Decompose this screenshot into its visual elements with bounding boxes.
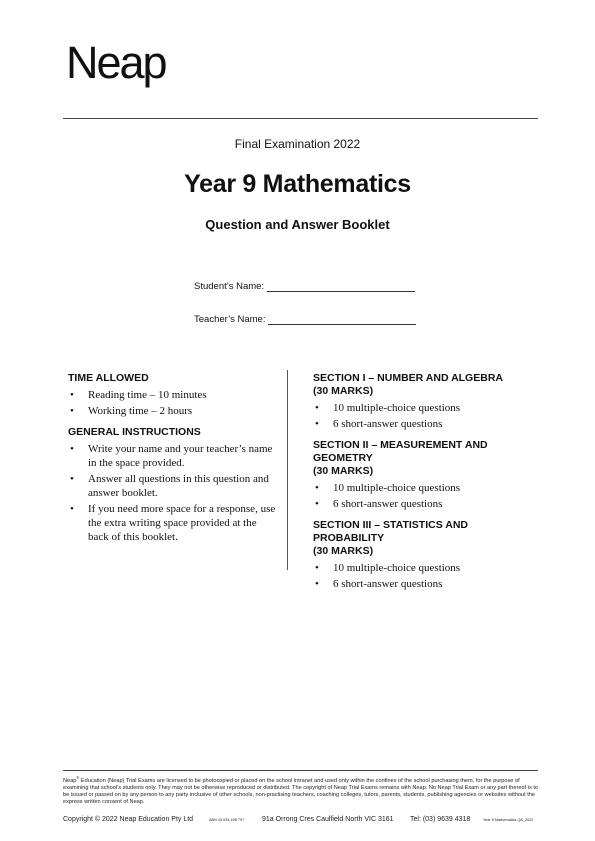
section-3: [313, 519, 538, 591]
bullet: •: [70, 405, 74, 417]
footer-rule: [63, 770, 538, 771]
page-title: Year 9 Mathematics: [184, 170, 411, 198]
list-item-text: 6 short-answer questions: [333, 578, 443, 590]
list-item-text: Working time – 2 hours: [88, 405, 193, 417]
booklet-subtitle: Question and Answer Booklet: [205, 217, 390, 232]
list-item-text: Write your name and your teacher’s name in the space provided.: [88, 443, 273, 469]
section-1: [313, 372, 538, 431]
bullet: •: [70, 473, 74, 485]
general-instructions-heading: GENERAL INSTRUCTIONS: [68, 426, 201, 438]
teacher-name-field[interactable]: [194, 314, 416, 325]
list-item: [313, 481, 538, 495]
list-item: [313, 577, 538, 591]
bullet: •: [70, 389, 74, 401]
license-notice: [63, 774, 538, 806]
section-1-list: [313, 401, 538, 431]
bullet: •: [70, 443, 74, 455]
document-code: Year 9 Mathematics QA_2022: [483, 818, 534, 822]
list-item: [68, 388, 278, 402]
list-item-text: 6 short-answer questions: [333, 498, 443, 510]
time-allowed-heading: TIME ALLOWED: [68, 372, 149, 384]
teacher-name-label: Teacher’s Name:: [194, 314, 266, 325]
general-instructions-list: [68, 442, 278, 544]
time-allowed-list: [68, 388, 278, 418]
list-item-text: Answer all questions in this question and answer booklet.: [88, 473, 269, 499]
license-text: Education (Neap) Trial Exams are licensed to be photocopied or placed on the school intranet and used only within the confines of the school purchasing them, for the purpose of examining that school’s students only. They may not be otherwise reproduced or distributed. The copyright of Neap Trial Exams remains with Neap. No Neap Trial Exam or any part thereof is to be issued or passed on by any person to any party inclusive of other schools, non-practising teachers, coaching colleges, tutors, parents, students, publishing agencies or websites without the express written consent of Neap.: [63, 777, 538, 805]
copyright: Copyright © 2022 Neap Education Pty Ltd: [63, 816, 194, 823]
list-item: [68, 442, 278, 470]
section-1-heading: SECTION I – NUMBER AND ALGEBRA: [313, 372, 503, 384]
bullet: •: [70, 503, 74, 515]
section-3-list: [313, 561, 538, 591]
section-2: [313, 439, 538, 511]
section-1-marks: (30 MARKS): [313, 385, 374, 397]
bullet: •: [315, 482, 319, 494]
right-column: [313, 372, 538, 599]
list-item: [313, 497, 538, 511]
footer-neap: Neap: [63, 777, 77, 784]
list-item-text: 10 multiple-choice questions: [333, 562, 461, 574]
list-item-text: 6 short-answer questions: [333, 418, 443, 430]
list-item: [68, 502, 278, 544]
column-divider: [287, 370, 288, 570]
neap-logo: Neap: [66, 37, 166, 88]
list-item: [313, 401, 538, 415]
bullet: •: [315, 562, 319, 574]
bullet: •: [315, 498, 319, 510]
bullet: •: [315, 578, 319, 590]
telephone: Tel: (03) 9639 4318: [410, 816, 471, 823]
bullet: •: [315, 418, 319, 430]
header-rule: [63, 118, 538, 119]
registered-mark: ®: [76, 775, 80, 780]
list-item: [313, 561, 538, 575]
list-item-text: 10 multiple-choice questions: [333, 402, 461, 414]
list-item: [68, 404, 278, 418]
student-name-label: Student’s Name:: [194, 281, 265, 292]
address: 91a Orrong Cres Caulfield North VIC 3161: [262, 816, 394, 823]
section-3-marks: (30 MARKS): [313, 545, 374, 557]
list-item-text: Reading time – 10 minutes: [88, 389, 207, 401]
bullet: •: [315, 402, 319, 414]
exam-name: Final Examination 2022: [234, 137, 361, 151]
student-name-field[interactable]: [194, 281, 415, 292]
section-2-marks: (30 MARKS): [313, 465, 374, 477]
list-item: [313, 417, 538, 431]
section-2-list: [313, 481, 538, 511]
student-name-line[interactable]: [267, 282, 415, 292]
section-3-heading: SECTION III – STATISTICS AND PROBABILITY: [313, 519, 468, 544]
list-item-text: 10 multiple-choice questions: [333, 482, 461, 494]
list-item: [68, 472, 278, 500]
abn: ABN 43 634 498 797: [209, 818, 245, 822]
left-column: [68, 372, 278, 552]
section-2-heading: SECTION II – MEASUREMENT AND GEOMETRY: [313, 439, 488, 464]
list-item-text: If you need more space for a response, use the extra writing space provided at the back of this booklet.: [88, 503, 276, 543]
teacher-name-line[interactable]: [268, 315, 416, 325]
